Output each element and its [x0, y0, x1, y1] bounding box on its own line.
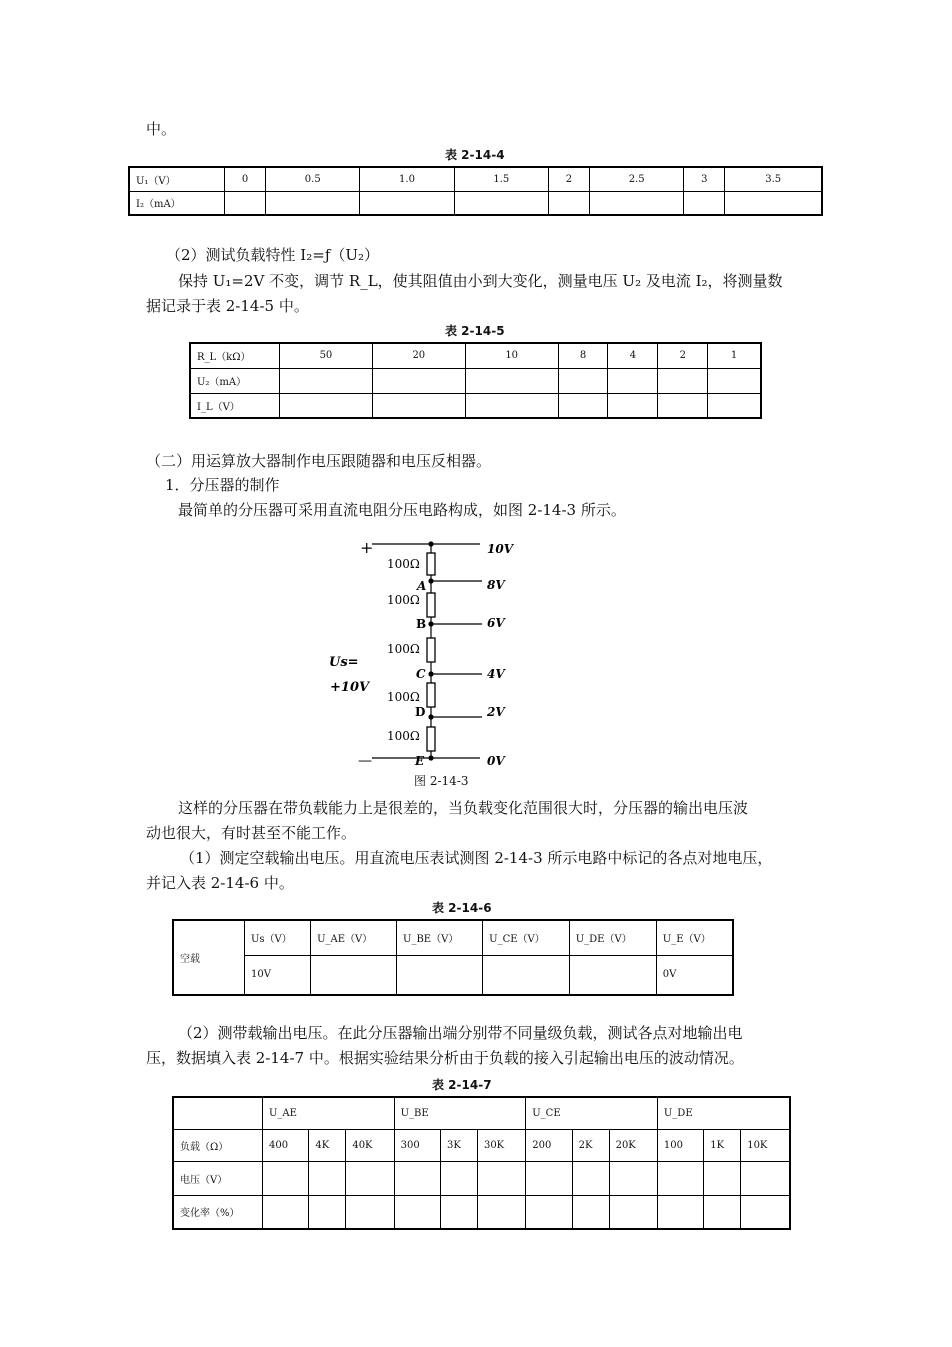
table-cell: 1	[708, 343, 761, 368]
table-cell: 100	[657, 1129, 703, 1161]
paragraph-line: 并记入表 2-14-6 中。	[146, 874, 294, 892]
section-title: （二）用运算放大器制作电压跟随器和电压反相器。	[146, 452, 492, 470]
table-2-14-4	[128, 166, 823, 216]
table-cell: 变化率（%）	[173, 1195, 263, 1229]
table-2-14-7	[172, 1096, 791, 1230]
figure-caption: 图 2-14-3	[414, 774, 469, 788]
junction-dot-icon	[428, 621, 433, 626]
table-cell	[569, 955, 656, 995]
node-label: A	[417, 579, 427, 593]
table-cell: U_E（V）	[656, 920, 733, 955]
table-cell: 40K	[346, 1129, 394, 1161]
plus-terminal-label: +	[360, 538, 374, 557]
table-row	[173, 1195, 790, 1229]
table-cell: 4K	[309, 1129, 346, 1161]
table-cell: U_CE（V）	[483, 920, 570, 955]
resistor-label: 100Ω	[387, 593, 420, 607]
table-row	[190, 368, 761, 393]
table-2-14-4-caption: 表 2-14-4	[445, 148, 505, 162]
table-cell: U₂（mA）	[190, 368, 280, 393]
table-cell: 10V	[245, 955, 311, 995]
source-label-line1: Us=	[329, 655, 359, 670]
resistor-icon	[427, 638, 435, 662]
table-cell: 1K	[704, 1129, 741, 1161]
table-cell: 1.5	[454, 167, 548, 191]
resistor-icon	[427, 593, 435, 617]
table-cell: I_L（V）	[190, 393, 280, 418]
table-cell: 30K	[477, 1129, 525, 1161]
paragraph-line: 动也很大，有时甚至不能工作。	[146, 824, 357, 842]
junction-dot-icon	[428, 671, 433, 676]
voltage-label: 10V	[487, 542, 514, 556]
table-row	[173, 1161, 790, 1195]
figure-intro-paragraph: 最简单的分压器可采用直流电阻分压电路构成，如图 2-14-3 所示。	[178, 501, 626, 519]
table-cell: 300	[394, 1129, 440, 1161]
junction-dot-icon	[428, 755, 433, 760]
table-cell: Us（V）	[245, 920, 311, 955]
table-cell: 2.5	[590, 167, 684, 191]
resistor-label: 100Ω	[387, 642, 420, 656]
table-cell: 1.0	[360, 167, 454, 191]
node-label: D	[415, 705, 426, 719]
table-cell: 0V	[656, 955, 733, 995]
voltage-divider-diagram	[300, 530, 560, 770]
paragraph-line: （1）测定空载输出电压。用直流电压表试测图 2-14-3 所示电路中标记的各点对地电压，	[180, 849, 773, 867]
paragraph-line: （2）测带载输出电压。在此分压器输出端分别带不同量级负载，测试各点对地输出电	[178, 1024, 743, 1042]
table-cell: R_L（kΩ）	[190, 343, 280, 368]
table-cell: 2	[658, 343, 708, 368]
resistor-label: 100Ω	[387, 557, 420, 571]
table-cell: 20	[372, 343, 465, 368]
intro-tail: 中。	[146, 120, 177, 138]
table-cell: 200	[526, 1129, 572, 1161]
table-cell: 50	[280, 343, 373, 368]
table-cell: U₁（V）	[129, 167, 225, 191]
table-cell: 8	[558, 343, 608, 368]
table-cell: 10K	[741, 1129, 790, 1161]
voltage-label: 8V	[487, 578, 505, 592]
table-cell: 电压（V）	[173, 1161, 263, 1195]
table-cell: 4	[608, 343, 658, 368]
node-label: B	[416, 617, 427, 631]
source-label-line2: +10V	[330, 680, 370, 695]
resistor-icon	[427, 727, 435, 751]
table-2-14-5	[189, 342, 762, 419]
table-cell	[483, 955, 570, 995]
table-cell: 2K	[572, 1129, 609, 1161]
table-row	[190, 393, 761, 418]
table-cell: 3	[684, 167, 725, 191]
voltage-label: 4V	[487, 667, 505, 681]
minus-terminal-label: —	[358, 753, 372, 769]
junction-dot-icon	[428, 541, 433, 546]
section-2-line1: 保持 U₁=2V 不变，调节 R_L，使其阻值由小到大变化，测量电压 U₂ 及电流 I₂，将测量数	[178, 272, 783, 290]
table-cell: U_AE	[263, 1097, 395, 1129]
table-row	[190, 343, 761, 368]
table-cell: 10	[465, 343, 558, 368]
table-row	[129, 167, 822, 191]
junction-dot-icon	[428, 714, 433, 719]
paragraph-line: 压，数据填入表 2-14-7 中。根据实验结果分析由于负载的接入引起输出电压的波动情况。	[146, 1049, 744, 1067]
table-2-14-6	[172, 919, 734, 996]
table-2-14-6-caption: 表 2-14-6	[432, 901, 492, 915]
node-label: C	[416, 667, 426, 681]
table-row	[173, 1129, 790, 1161]
table-row	[173, 955, 733, 995]
table-cell: 0	[225, 167, 266, 191]
voltage-label: 6V	[487, 616, 505, 630]
table-cell: U_BE	[394, 1097, 526, 1129]
resistor-label: 100Ω	[387, 729, 420, 743]
table-row	[173, 920, 733, 955]
voltage-label: 2V	[487, 705, 505, 719]
section-2-heading: （2）测试负载特性 I₂=ƒ（U₂）	[166, 246, 380, 264]
table-cell: 3K	[440, 1129, 477, 1161]
resistor-label: 100Ω	[387, 690, 420, 704]
table-cell: U_DE	[657, 1097, 790, 1129]
table-row	[173, 1097, 790, 1129]
table-cell: 0.5	[266, 167, 360, 191]
table-cell	[311, 955, 397, 995]
table-2-14-7-caption: 表 2-14-7	[432, 1078, 492, 1092]
resistor-icon	[427, 553, 435, 575]
voltage-label: 0V	[487, 754, 505, 768]
table-cell	[397, 955, 483, 995]
table-cell: 空载	[173, 920, 245, 995]
table-cell: 负载（Ω）	[173, 1129, 263, 1161]
table-row	[129, 191, 822, 215]
paragraph-line: 这样的分压器在带负载能力上是很差的，当负载变化范围很大时，分压器的输出电压波	[178, 799, 749, 817]
table-cell: 2	[548, 167, 589, 191]
table-cell: 20K	[609, 1129, 657, 1161]
table-cell: 400	[263, 1129, 309, 1161]
table-cell: U_BE（V）	[397, 920, 483, 955]
table-cell: U_CE	[526, 1097, 658, 1129]
table-cell: U_AE（V）	[311, 920, 397, 955]
subsection-title: 1．分压器的制作	[165, 476, 280, 494]
table-cell: U_DE（V）	[569, 920, 656, 955]
section-2-line2: 据记录于表 2-14-5 中。	[146, 297, 309, 315]
resistor-icon	[427, 683, 435, 707]
junction-dot-icon	[428, 578, 433, 583]
table-cell: 3.5	[725, 167, 822, 191]
table-2-14-5-caption: 表 2-14-5	[445, 324, 505, 338]
table-cell: I₂（mA）	[129, 191, 225, 215]
node-label: E	[415, 754, 425, 768]
